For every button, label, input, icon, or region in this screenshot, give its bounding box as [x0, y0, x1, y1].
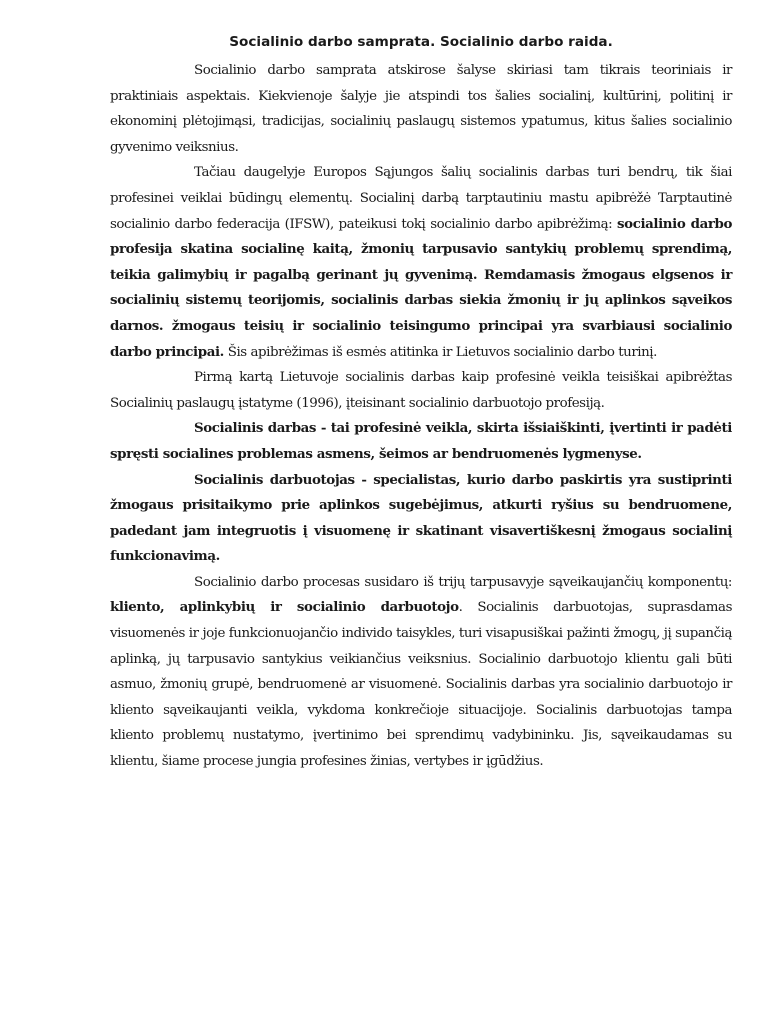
- document-title: Socialinio darbo samprata. Socialinio darbo raida.: [229, 34, 613, 50]
- paragraph-2: [110, 160, 732, 365]
- paragraph-6-tail: . Socialinis darbuotojas, suprasdamas visuomenės ir joje funkcionuojančio individo taisykles, turi visapusiškai pažinti žmogų, jį supančią aplinką, jų tarpusavio santykius veikiančius veiksnius. Socialinio darbuotojo klientu gali būti asmuo, žmonių grupė, bendruomenė ar visuomenė. Socialinis darbas yra socialinio darbuotojo ir kliento sąveikaujanti veikla, vykdoma konkrečioje situacijoje. Socialinis darbuotojas tampa kliento problemų nustatymo, įvertinimo bei sprendimų vadybininku. Jis, sąveikaudamas su klientu, šiame procese jungia profesines žinias, vertybes ir įgūdžius.: [110, 600, 733, 770]
- paragraph-1: [110, 58, 732, 160]
- document-page: [110, 30, 732, 775]
- paragraph-2-tail: Šis apibrėžimas iš esmės atitinka ir Lietuvos socialinio darbo turinį.: [227, 344, 657, 360]
- social-work-definition: Socialinis darbas - tai profesinė veikla, skirta išsiaiškinti, įvertinti ir padėti spręsti socialines problemas asmens, šeimos ar bendruomenės lygmenyse.: [110, 420, 732, 462]
- paragraph-5: [110, 468, 732, 570]
- paragraph-1-text: Socialinio darbo samprata atskirose šalyse skiriasi tam tikrais teoriniais ir praktiniais aspektais. Kiekvienoje šalyje jie atspindi tos šalies socialinį, kultūrinį, politinį ir ekonominį plėtojimąsi, tradicijas, socialinių paslaugų sistemos ypatumus, kitus šalies socialinio gyvenimo veiksnius.: [110, 63, 732, 155]
- paragraph-6: [110, 570, 732, 775]
- paragraph-4: [110, 416, 732, 467]
- paragraph-3: [110, 365, 732, 416]
- ifsw-definition: socialinio darbo profesija skatina socialinę kaitą, žmonių tarpusavio santykių problemų sprendimą, teikia galimybių ir pagalbą gerinant jų gyvenimą. Remdamasis žmogaus elgsenos ir socialinių sistemų teorijomis, socialinis darbas siekia žmonių ir jų aplinkos sąveikos darnos. žmogaus teisių ir socialinio teisingumo principai yra svarbiausi socialinio darbo principai.: [110, 215, 732, 360]
- social-worker-definition: Socialinis darbuotojas - specialistas, kurio darbo paskirtis yra sustiprinti žmogaus prisitaikymo prie aplinkos sugebėjimus, atkurti ryšius su bendruomene, padedant jam integruotis į visuomenę ir skatinant visavertiškesnį žmogaus socialinį funkcionavimą.: [110, 471, 732, 565]
- paragraph-3-text: Pirmą kartą Lietuvoje socialinis darbas kaip profesinė veikla teisiškai apibrėžtas Socialinių paslaugų įstatyme (1996), įteisinant socialinio darbuotojo profesiją.: [110, 370, 732, 411]
- paragraph-6-lead: Socialinio darbo procesas susidaro iš trijų tarpusavyje sąveikaujančių komponentų:: [194, 574, 732, 590]
- paragraph-2-lead: Tačiau daugelyje Europos Sąjungos šalių socialinis darbas turi bendrų, tik šiai profesinei veiklai būdingų elementų. Socialinį darbą tarptautiniu mastu apibrėžė Tarptautinė socialinio darbo federacija (IFSW), pateikusi tokį socialinio darbo apibrėžimą:: [110, 165, 732, 232]
- process-components: kliento, aplinkybių ir socialinio darbuotojo: [110, 599, 459, 616]
